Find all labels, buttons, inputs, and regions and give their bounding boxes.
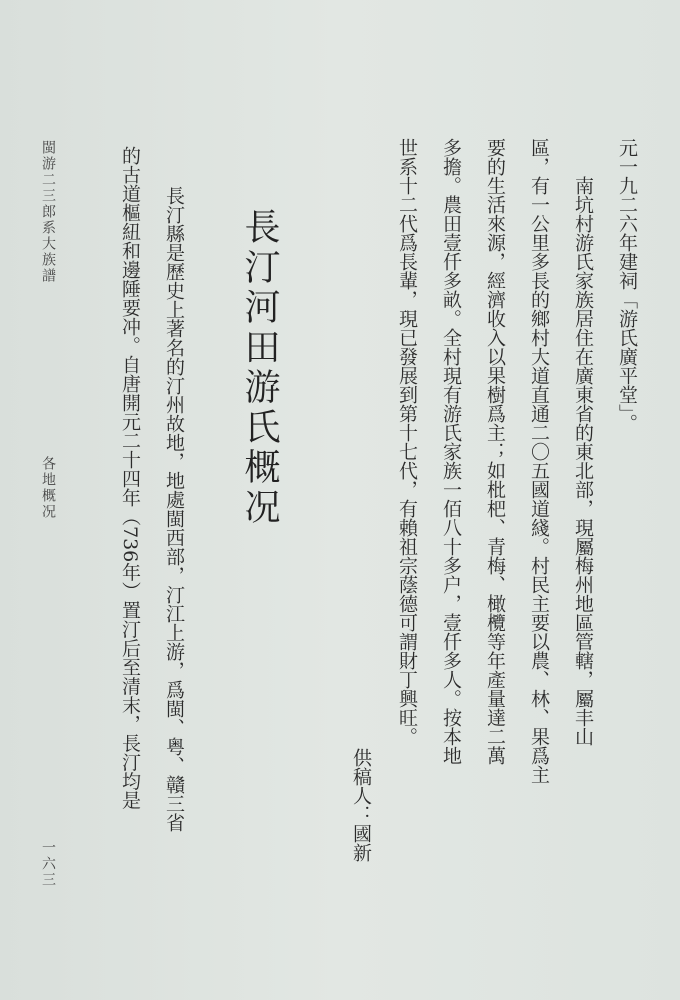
text-column-6: 世系十二代爲長輩，現已發展到第十七代，有賴祖宗蔭德可謂財丁興旺。 [396,138,418,746]
section-label: 各地概况 [40,456,56,520]
text-column-5: 多擔。農田壹仟多畝。全村現有游氏家族一佰八十多户，壹仟多人。按本地 [440,138,462,765]
text-column-3: 區，有一公里多長的鄉村大道直通二〇五國道綫。村民主要以農、林、果爲主 [528,138,550,784]
intro-column-2: 的古道樞紐和邊陲要冲。自唐開元二十四年（736年）置汀后至清末，長汀均是 [119,146,141,810]
text-column-2: 南坑村游氏家族居住在廣東省的東北部，現屬梅州地區管轄，屬丰山 [572,176,594,746]
text-column-1: 元一九二六年建祠「游氏廣平堂」。 [616,138,638,433]
page-number: 一六三 [40,840,56,888]
section-title: 長汀河田游氏概况 [239,208,280,528]
intro-column-1: 長汀縣是歷史上著名的汀州故地，地處閩西部，汀江上游，爲閩、粤、贛三省 [163,186,185,832]
contributor-credit: 供稿人：國新 [350,748,372,862]
book-title: 閩游二三郎系大族譜 [40,140,56,284]
text-column-4: 要的生活來源，經濟收入以果樹爲主；如枇杷、青梅、橄欖等年產量達二萬 [484,138,506,765]
